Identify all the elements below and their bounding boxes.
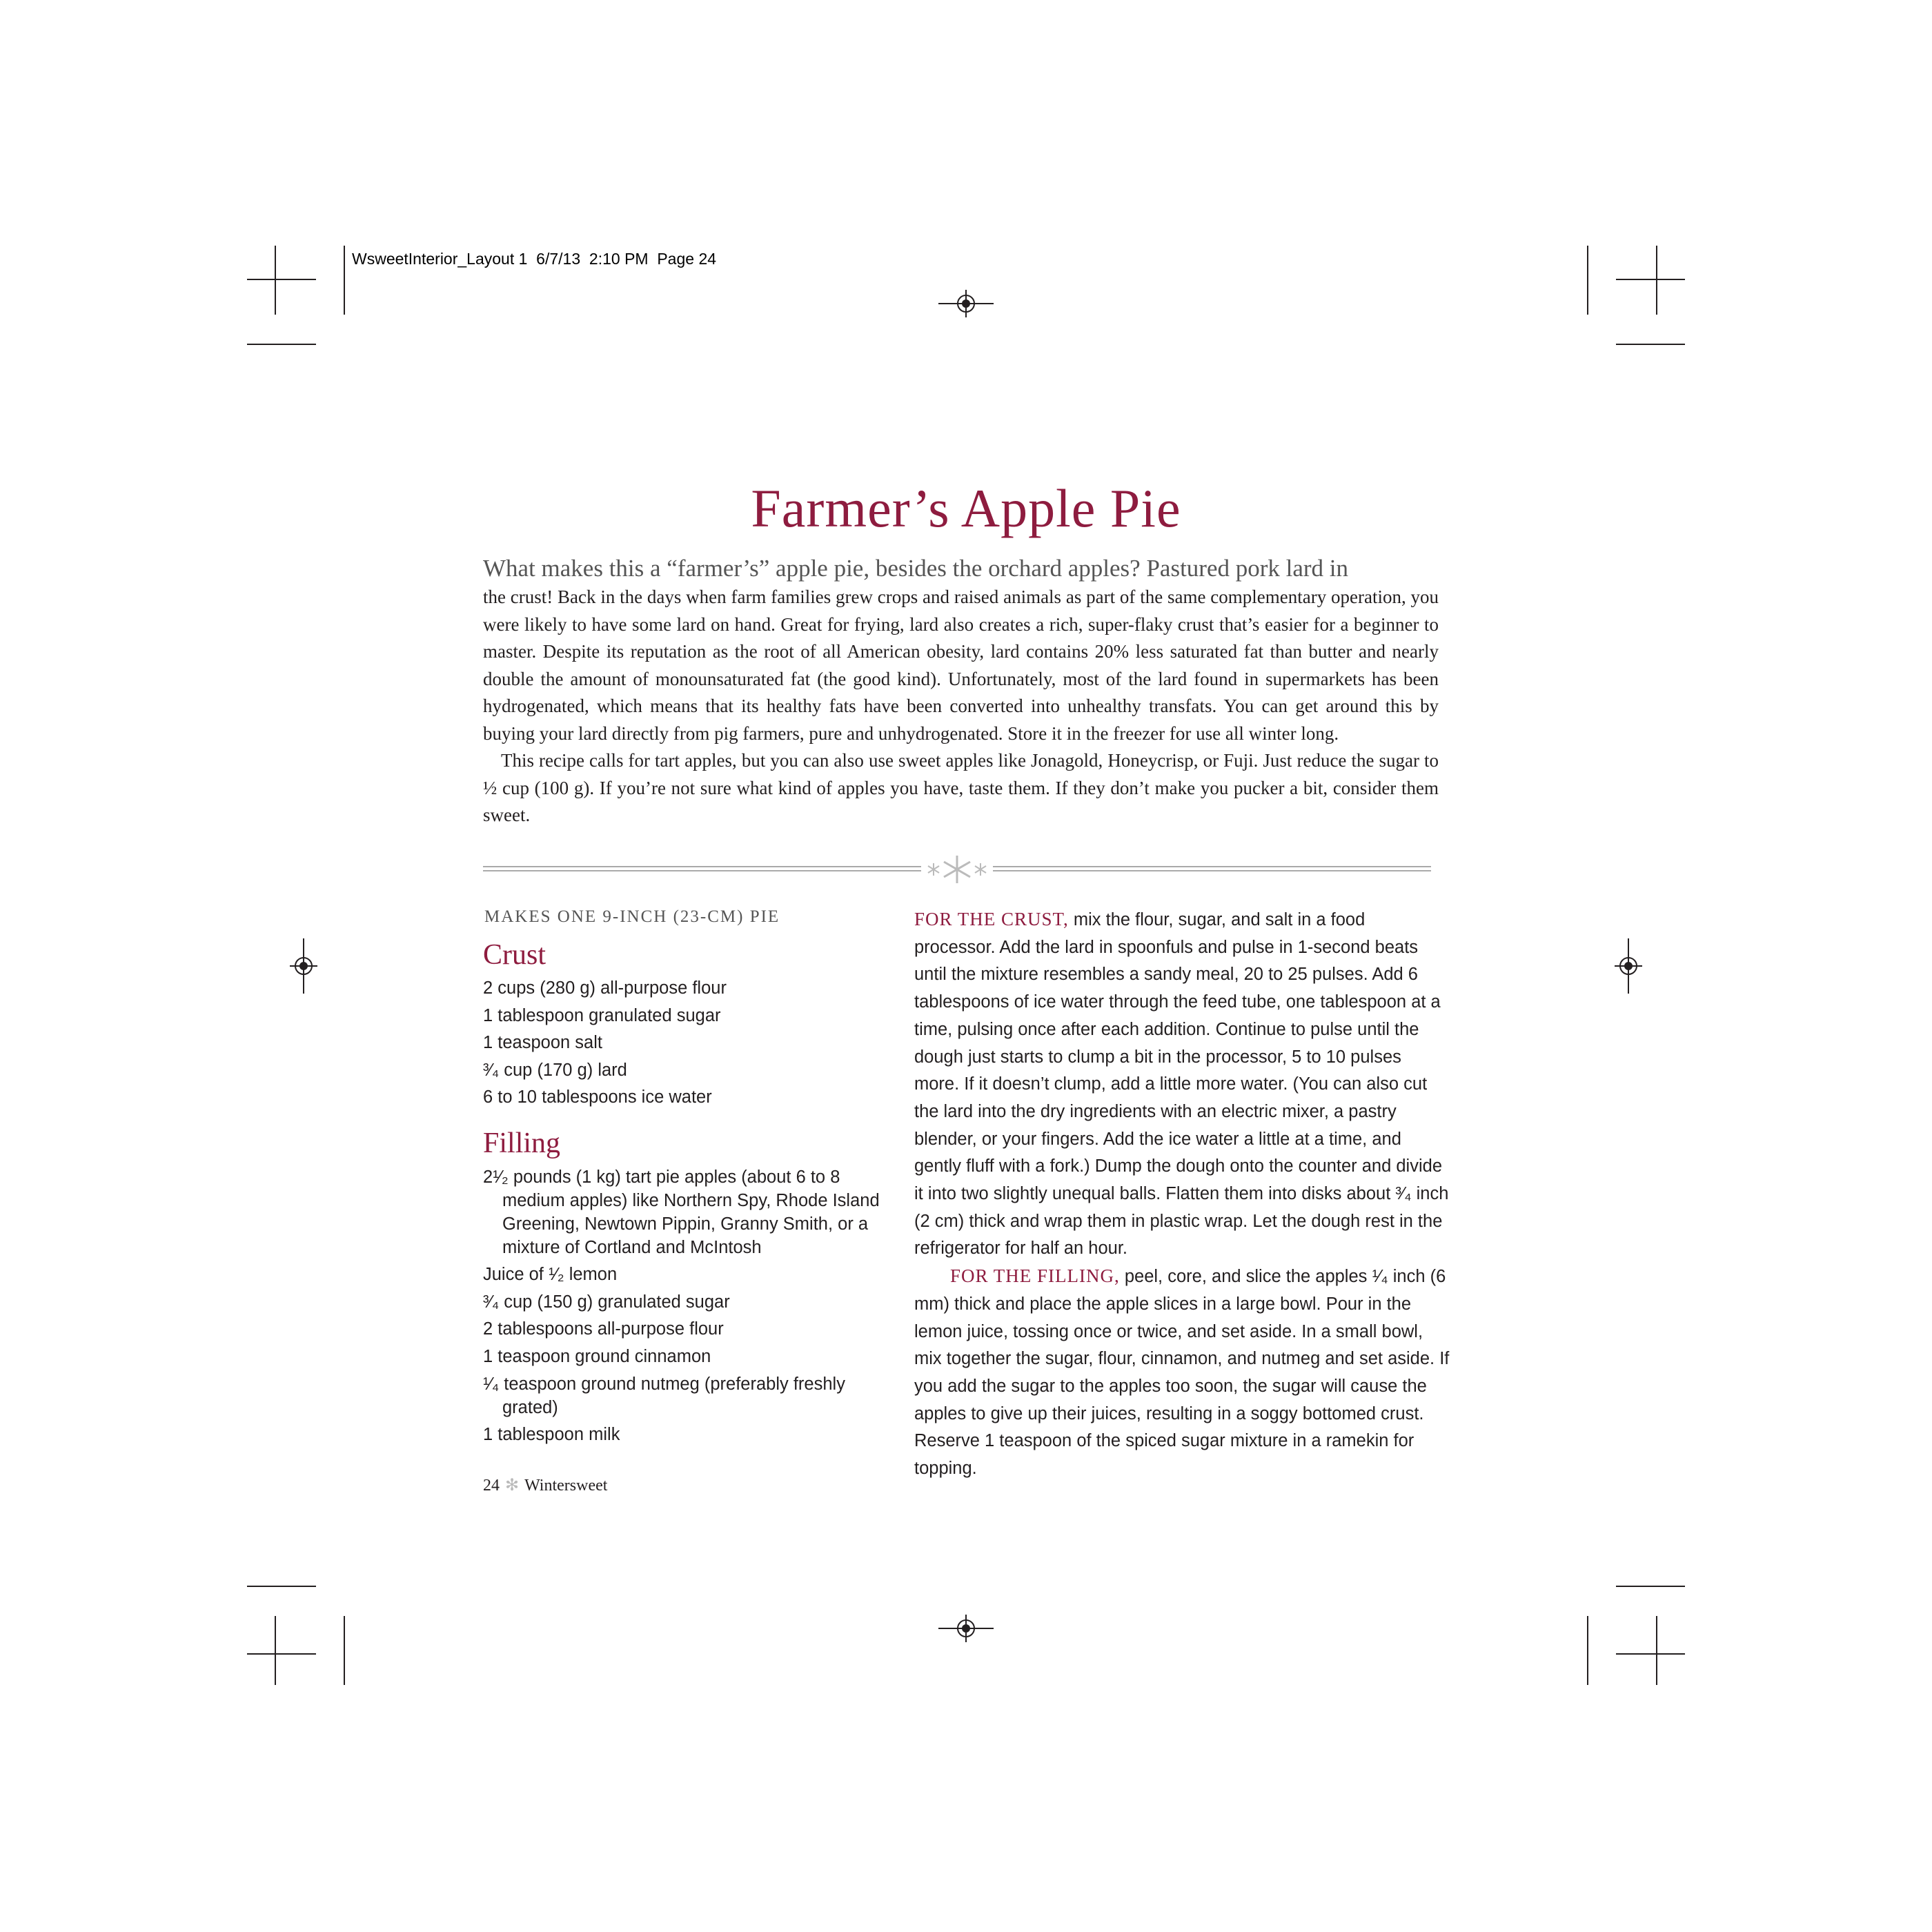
crop-mark: [344, 246, 345, 315]
snowflake-divider: [483, 856, 1431, 883]
filling-heading: [483, 1127, 560, 1160]
crop-mark: [1587, 246, 1588, 315]
intro-lead: What makes this a “farmer’s” apple pie, besides the orchard apples? Pastured pork lard in: [483, 555, 1349, 582]
method-text: [914, 906, 1451, 1483]
method-paragraph-filling: [914, 1263, 1451, 1483]
yield-label: MAKES ONE 9-INCH (23-CM) PIE: [484, 907, 780, 926]
crop-mark: [1616, 1653, 1685, 1655]
list-item: 1 teaspoon ground cinnamon: [483, 1346, 711, 1366]
crop-mark: [247, 344, 316, 345]
crop-mark: [1616, 279, 1685, 280]
snowflake-icon: ✻: [505, 1477, 520, 1495]
intro-paragraph: the crust! Back in the days when farm families grew crops and raised animals as part of the same complementary operation, you were likely to have some lard on hand. Great for frying, lard also creates a rich, super-flaky crust that’s easier for a beginner to master. Despite its reputation as the root of all American obesity, lard contains 20% less saturated fat than butter and nearly double the amount of monounsaturated fat (the good kind). Unfortunately, most of the lard found in supermarkets has been hydrogenated, which means that its healthy fats have been converted into unhealthy transfats. You can get around this by buying your lard directly from pig farmers, pure and unhydrogenated. Store it in the freezer for use all winter long.: [483, 586, 1439, 744]
snowflake-icon: [944, 856, 970, 883]
list-item: Juice of ¹⁄₂ lemon: [483, 1265, 618, 1284]
page-title: Farmer’s Apple Pie: [751, 478, 1181, 538]
section-heading: Crust: [483, 939, 546, 971]
crop-mark: [1587, 1616, 1588, 1685]
filling-ingredient-list: [483, 1163, 880, 1449]
list-item: 2 cups (280 g) all-purpose flour: [483, 978, 727, 998]
crop-mark: [1616, 344, 1685, 345]
crop-mark: [247, 1653, 316, 1655]
intro-paragraph: This recipe calls for tart apples, but you can also use sweet apples like Jonagold, Honeycrisp, or Fuji. Just reduce the sugar to ½ cup (100 g). If you’re not sure what kind of apples you have, taste them. If they don’t make you pucker a bit, consider them sweet.: [483, 750, 1439, 825]
method-label: FOR THE FILLING,: [950, 1265, 1120, 1287]
registration-mark-icon: [1608, 938, 1649, 994]
book-title: Wintersweet: [524, 1477, 608, 1495]
list-item: 1 tablespoon granulated sugar: [483, 1005, 721, 1025]
method-body: peel, core, and slice the apples ¹⁄₄ inch (6 mm) thick and place the apple slices in a large bowl. Pour in the lemon juice, tossing once or twice, and set aside. In a small bowl, mix together the sugar, flour, cinnamon, and nutmeg and set aside. If you add the sugar to the apples too soon, the sugar will cause the apples to give up their juices, resulting in a soggy bottomed crust. Reserve 1 teaspoon of the spiced sugar mixture in a ramekin for topping.: [914, 1267, 1450, 1479]
crop-mark: [1656, 1616, 1657, 1685]
crust-heading: [483, 938, 546, 972]
registration-mark-icon: [938, 283, 994, 324]
intro-text: [483, 553, 1439, 829]
page-number: 24: [483, 1477, 500, 1495]
list-item: 1 tablespoon milk: [483, 1425, 620, 1445]
list-item: ³⁄₄ cup (170 g) lard: [483, 1060, 627, 1080]
crust-ingredient-list: [483, 975, 869, 1112]
crop-mark: [344, 1616, 345, 1685]
page-footer: [483, 1475, 607, 1495]
registration-mark-icon: [283, 938, 324, 994]
crop-mark: [247, 279, 316, 280]
list-item: 2¹⁄₂ pounds (1 kg) tart pie apples (about 6 to 8 medium apples) like Northern Spy, Rhode Island Greening, Newtown Pippin, Granny Smith, or a mixture of Cortland and McIntosh: [483, 1167, 880, 1257]
crop-mark: [1616, 1586, 1685, 1587]
section-heading: Filling: [483, 1127, 561, 1159]
list-item: 6 to 10 tablespoons ice water: [483, 1087, 712, 1107]
crop-mark: [275, 1616, 276, 1685]
crop-mark: [247, 1586, 316, 1587]
list-item: 2 tablespoons all-purpose flour: [483, 1319, 724, 1339]
list-item: ³⁄₄ cup (150 g) granulated sugar: [483, 1292, 730, 1312]
list-item: ¹⁄₄ teaspoon ground nutmeg (preferably freshly grated): [483, 1374, 845, 1418]
method-paragraph-crust: [914, 906, 1451, 1263]
method-body: mix the flour, sugar, and salt in a food processor. Add the lard in spoonfuls and pulse in 1-second beats until the mixture resembles a sandy meal, 20 to 25 pulses. Add 6 tablespoons of ice water through the feed tube, one tablespoon at a time, pulsing once after each addition. Continue to pulse until the dough just starts to clump a bit in the processor, 5 to 10 pulses more. If it doesn’t clump, add a little more water. (You can also cut the lard into the dry ingredients with an electric mixer, a pastry blender, or your fingers. Add the ice water a little at a time, and gently fluff with a fork.) Dump the dough onto the counter and divide it into two slightly unequal balls. Flatten them into disks about ³⁄₄ inch (2 cm) thick and wrap them in plastic wrap. Let the dough rest in the refrigerator for half an hour.: [914, 910, 1449, 1259]
crop-mark: [1656, 246, 1657, 315]
crop-mark: [275, 246, 276, 315]
slug-line: WsweetInterior_Layout 1 6/7/13 2:10 PM Page 24: [352, 250, 717, 268]
list-item: 1 teaspoon salt: [483, 1033, 602, 1053]
method-label: FOR THE CRUST,: [914, 909, 1069, 929]
registration-mark-icon: [938, 1608, 994, 1649]
